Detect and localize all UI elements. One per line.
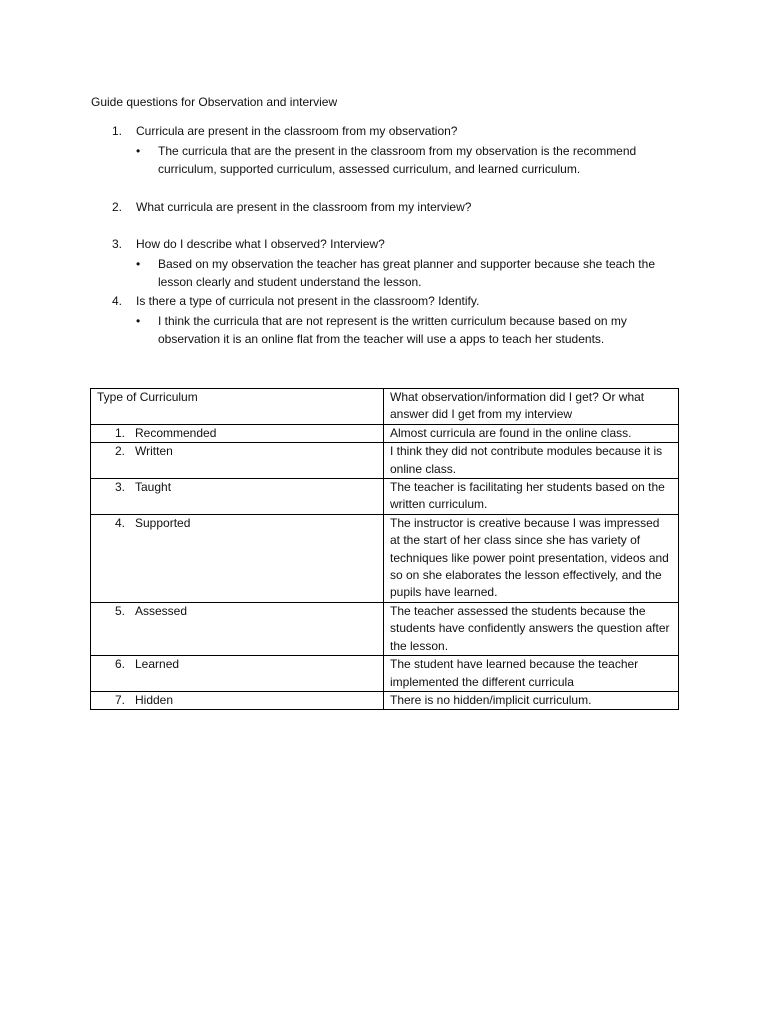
curriculum-table: [90, 388, 679, 710]
document-title: Guide questions for Observation and interview: [91, 95, 338, 109]
header-type-of-curriculum: Type of Curriculum: [91, 389, 384, 425]
answer-text: The curricula that are the present in the classroom from my observation is the recommend curriculum, supported curriculum, assessed curriculum, and learned curriculum.: [158, 144, 637, 176]
question-number: 2.: [112, 200, 123, 214]
table-row: [91, 424, 679, 442]
answer-bullet: [136, 142, 676, 178]
question-number: 1.: [112, 124, 123, 138]
header-observation-information: What observation/information did I get? Or what answer did I get from my interview: [384, 389, 679, 425]
bullet-icon: •: [136, 144, 141, 158]
curriculum-type-cell: [91, 424, 384, 442]
curriculum-type: Hidden: [135, 692, 174, 707]
curriculum-type: Assessed: [135, 603, 188, 618]
table-row: [91, 514, 679, 602]
question-text: How do I describe what I observed? Interview?: [136, 237, 385, 251]
curriculum-type-cell: [91, 656, 384, 692]
answer-bullet: [136, 255, 676, 291]
row-number: 3.: [114, 480, 125, 495]
curriculum-type: Supported: [135, 515, 191, 530]
row-number: 4.: [114, 515, 125, 530]
curriculum-type-cell: [91, 514, 384, 602]
curriculum-type: Written: [135, 444, 173, 459]
answer-text: I think the curricula that are not represent is the written curriculum because based on my observation it is an online flat from the teacher will use a apps to teach her students.: [158, 314, 627, 346]
table-row: [91, 656, 679, 692]
row-number: 7.: [114, 692, 125, 707]
row-number: 6.: [114, 657, 125, 672]
table-header-row: [91, 389, 679, 425]
question-number: 4.: [112, 294, 123, 308]
curriculum-type-cell: [91, 479, 384, 515]
question-number: 3.: [112, 237, 123, 251]
curriculum-type: Learned: [135, 657, 180, 672]
row-number: 1.: [114, 425, 125, 440]
observation-cell: There is no hidden/implicit curriculum.: [384, 691, 679, 709]
table-row: [91, 691, 679, 709]
curriculum-type-cell: [91, 443, 384, 479]
table-row: [91, 479, 679, 515]
bullet-icon: •: [136, 314, 141, 328]
curriculum-type-cell: [91, 602, 384, 655]
question-text: Curricula are present in the classroom from my observation?: [136, 124, 458, 138]
question-text: What curricula are present in the classroom from my interview?: [136, 200, 472, 214]
observation-cell: The student have learned because the teacher implemented the different curricula: [384, 656, 679, 692]
observation-cell: The teacher is facilitating her students based on the written curriculum.: [384, 479, 679, 515]
observation-cell: The teacher assessed the students because the students have confidently answers the question after the lesson.: [384, 602, 679, 655]
observation-cell: I think they did not contribute modules because it is online class.: [384, 443, 679, 479]
curriculum-type-cell: [91, 691, 384, 709]
row-number: 5.: [114, 603, 125, 618]
observation-cell: Almost curricula are found in the online class.: [384, 424, 679, 442]
observation-cell: The instructor is creative because I was impressed at the start of her class since she has variety of techniques like power point presentation, videos and so on she elaborates the lesson effectively, and the pupils have learned.: [384, 514, 679, 602]
answer-bullet: [136, 312, 676, 348]
table-row: [91, 602, 679, 655]
row-number: 2.: [114, 444, 125, 459]
curriculum-type: Recommended: [135, 425, 217, 440]
table-row: [91, 443, 679, 479]
curriculum-type: Taught: [135, 480, 172, 495]
question-text: Is there a type of curricula not present in the classroom? Identify.: [136, 294, 480, 308]
bullet-icon: •: [136, 257, 141, 271]
answer-text: Based on my observation the teacher has great planner and supporter because she teach the lesson clearly and student understand the lesson.: [158, 257, 655, 289]
